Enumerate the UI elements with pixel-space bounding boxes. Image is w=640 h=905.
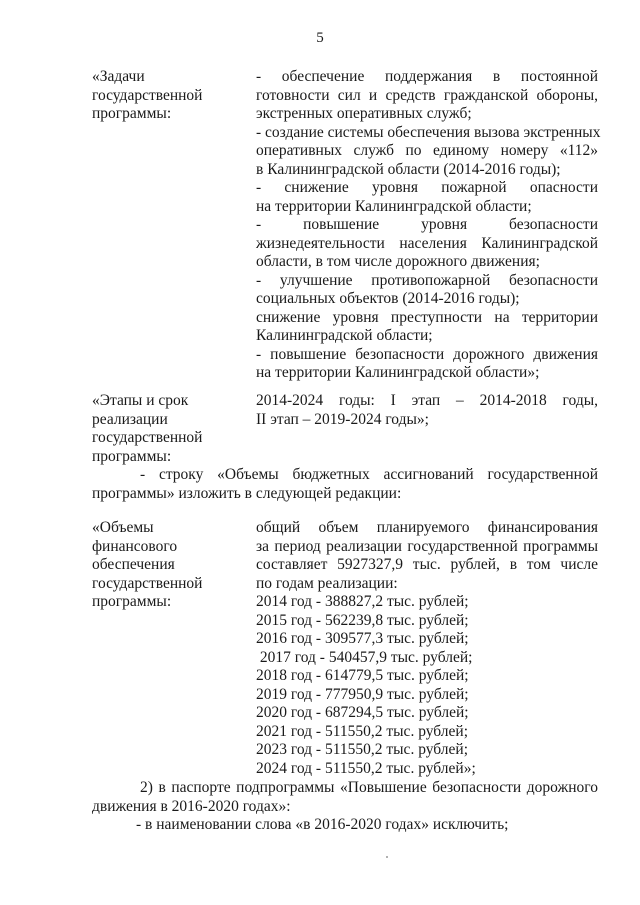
year-funding-line: 2014 год - 388827,2 тыс. рублей; [256, 593, 469, 610]
tasks-line: Калининградской области; [256, 327, 433, 344]
volumes-label-line: «Объемы [92, 519, 154, 536]
stages-label-line: реализации [92, 410, 168, 428]
year-funding-line: 2018 год - 614779,5 тыс. рублей; [256, 667, 469, 684]
tasks-line: социальных объектов (2014-2016 годы); [256, 290, 520, 307]
stages-label-line: государственной [92, 429, 203, 446]
tasks-line: - снижение уровня пожарной опасности [256, 179, 598, 196]
volumes-line: составляет 5927327,9 тыс. рублей, в том числе [256, 556, 598, 573]
tasks-line: - повышение безопасности дорожного движения [256, 345, 598, 363]
volumes-label-line: государственной [92, 574, 203, 592]
stages-label-line: «Этапы и срок [92, 392, 189, 409]
instruction-paragraph [92, 466, 598, 503]
tasks-line: - повышение уровня безопасности [256, 216, 598, 233]
volumes-label [92, 519, 242, 612]
passport-line: движения в 2016-2020 годах»: [92, 797, 291, 815]
tasks-line: оперативных служб по единому номеру «112» [256, 142, 598, 159]
tasks-value [256, 68, 601, 383]
stages-label-line: программы: [92, 447, 172, 465]
volumes-label-line: финансового [92, 537, 178, 555]
stages-label [92, 392, 242, 466]
stages-value [256, 392, 598, 429]
passport-paragraph [92, 779, 598, 835]
tasks-line: на территории Калининградской области»; [256, 364, 540, 381]
scan-speck [386, 856, 388, 858]
tasks-line: - обеспечение поддержания в постоянной [256, 68, 598, 85]
tasks-line: готовности сил и средств гражданской обороны, [256, 86, 598, 104]
tasks-line: на территории Калининградской области; [256, 197, 532, 215]
instruction-line: - строку «Объемы бюджетных ассигнований государственной [140, 466, 598, 483]
tasks-line: экстренных оперативных служб; [256, 105, 472, 122]
passport-line: 2) в паспорте подпрограммы «Повышение безопасности дорожного [140, 779, 598, 796]
year-funding-line: 2023 год - 511550,2 тыс. рублей; [256, 741, 468, 758]
tasks-label-line: государственной [92, 86, 203, 104]
instruction-line: программы» изложить в следующей редакции: [92, 484, 402, 502]
year-funding-line: 2017 год - 540457,9 тыс. рублей; [256, 648, 473, 666]
page-number: 5 [316, 30, 324, 46]
tasks-line: в Калининградской области (2014-2016 годы); [256, 160, 561, 178]
volumes-line: общий объем планируемого финансирования [256, 519, 598, 536]
year-funding-line: 2015 год - 562239,8 тыс. рублей; [256, 611, 469, 629]
tasks-label-line: программы: [92, 105, 172, 122]
tasks-label-line: «Задачи [92, 68, 145, 85]
tasks-line: - создание системы обеспечения вызова экстренных [256, 123, 601, 141]
tasks-line: жизнедеятельности населения Калининградской [256, 234, 598, 252]
year-funding-line: 2016 год - 309577,3 тыс. рублей; [256, 630, 469, 647]
volumes-label-line: программы: [92, 593, 172, 610]
year-funding-line: 2019 год - 777950,9 тыс. рублей; [256, 685, 469, 703]
stages-line: 2014-2024 годы: I этап – 2014-2018 годы, [256, 392, 598, 409]
stages-line: II этап – 2019-2024 годы»; [256, 410, 429, 428]
tasks-label [92, 68, 242, 124]
year-funding-line: 2021 год - 511550,2 тыс. рублей; [256, 722, 468, 740]
year-funding-line: 2024 год - 511550,2 тыс. рублей»; [256, 759, 476, 777]
tasks-line: снижение уровня преступности на территории [256, 308, 598, 326]
passport-line: - в наименовании слова «в 2016-2020 годах» исключить; [136, 816, 509, 833]
tasks-line: области, в том числе дорожного движения; [256, 253, 540, 270]
volumes-label-line: обеспечения [92, 556, 175, 573]
volumes-line: по годам реализации: [256, 574, 398, 592]
volumes-value [256, 519, 598, 778]
tasks-line: - улучшение противопожарной безопасности [256, 271, 598, 289]
volumes-line: за период реализации государственной программы [256, 537, 598, 555]
year-funding-line: 2020 год - 687294,5 тыс. рублей; [256, 704, 469, 721]
